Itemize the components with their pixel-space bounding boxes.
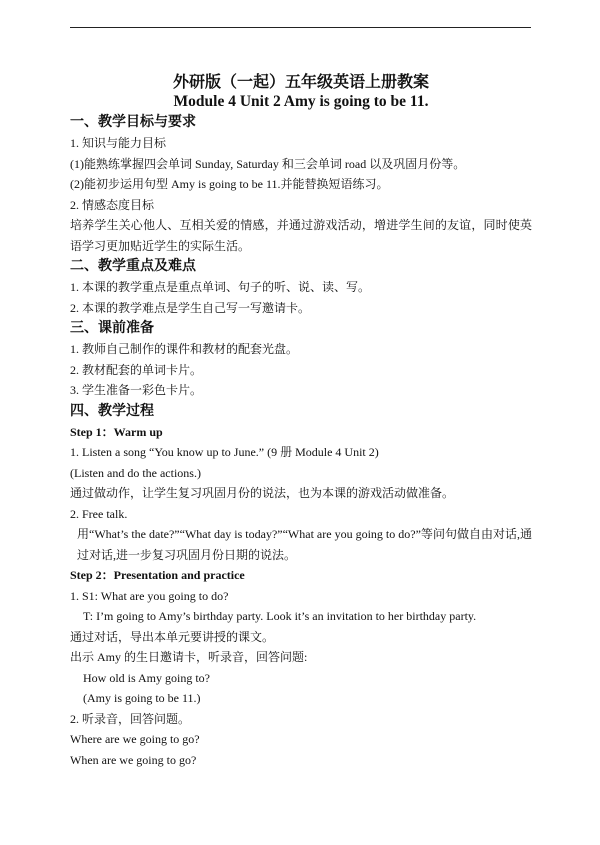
objective-line: 2. 情感态度目标: [70, 197, 155, 212]
section-heading-objectives: 一、教学目标与要求: [70, 114, 196, 130]
step2-line: Where are we going to go?: [70, 732, 200, 746]
document-subtitle: Module 4 Unit 2 Amy is going to be 11.: [173, 93, 429, 110]
objective-paragraph: 培养学生关心他人、互相关爱的情感，并通过游戏活动，增进学生间的友谊，同时使英语学习更加贴近学生的实际生活。: [70, 218, 532, 253]
step2-heading: Step 2：Presentation and practice: [70, 568, 245, 582]
step1-heading: Step 1：Warm up: [70, 424, 163, 439]
step2-line: When are we going to go?: [70, 752, 197, 767]
step2-line: 1. S1: What are you going to do?: [70, 588, 229, 603]
header-rule: [70, 27, 531, 28]
step1-line: 通过做动作，让学生复习巩固月份的说法，也为本课的游戏活动做准备。: [70, 486, 455, 500]
objective-line: (2)能初步运用句型 Amy is going to be 11.并能替换短语练习。: [70, 177, 389, 191]
document-title: 外研版（一起）五年级英语上册教案: [172, 72, 429, 91]
objective-line: (1)能熟练掌握四会单词 Sunday, Saturday 和三会单词 road 以及巩固月份等。: [70, 156, 466, 171]
step2-line: (Amy is going to be 11.): [83, 691, 201, 705]
preparation-line: 2. 教材配套的单词卡片。: [70, 362, 203, 377]
step2-line: How old is Amy going to?: [83, 670, 211, 685]
section-heading-key-points: 二、教学重点及难点: [70, 258, 196, 274]
step1-paragraph: 用“What’s the date?”“What day is today?”“What are you going to do?”等问句做自由对话,通过对话,进一步复习巩固月份日期的说法。: [77, 527, 532, 562]
step2-line: 2. 听录音，回答问题。: [70, 711, 191, 726]
preparation-line: 3. 学生准备一彩色卡片。: [70, 383, 203, 397]
step2-line: 出示 Amy 的生日邀请卡，听录音，回答问题:: [70, 650, 308, 664]
step1-line: (Listen and do the actions.): [70, 465, 201, 480]
step2-line: 通过对话，导出本单元要讲授的课文。: [70, 629, 275, 644]
section-heading-preparation: 三、课前准备: [70, 320, 154, 336]
section-heading-process: 四、教学过程: [70, 402, 154, 419]
step1-line: 1. Listen a song “You know up to June.” (9 册 Module 4 Unit 2): [70, 445, 379, 459]
objective-line: 1. 知识与能力目标: [70, 136, 167, 150]
preparation-line: 1. 教师自己制作的课件和教材的配套光盘。: [70, 342, 299, 356]
step1-line: 2. Free talk.: [70, 506, 128, 521]
key-point-line: 1. 本课的教学重点是重点单词、句子的听、说、读、写。: [70, 280, 371, 294]
lesson-plan-document: [70, 72, 532, 770]
step2-line: T: I’m going to Amy’s birthday party. Look it’s an invitation to her birthday party.: [83, 609, 477, 623]
key-point-line: 2. 本课的教学难点是学生自己写一写邀请卡。: [70, 300, 311, 315]
